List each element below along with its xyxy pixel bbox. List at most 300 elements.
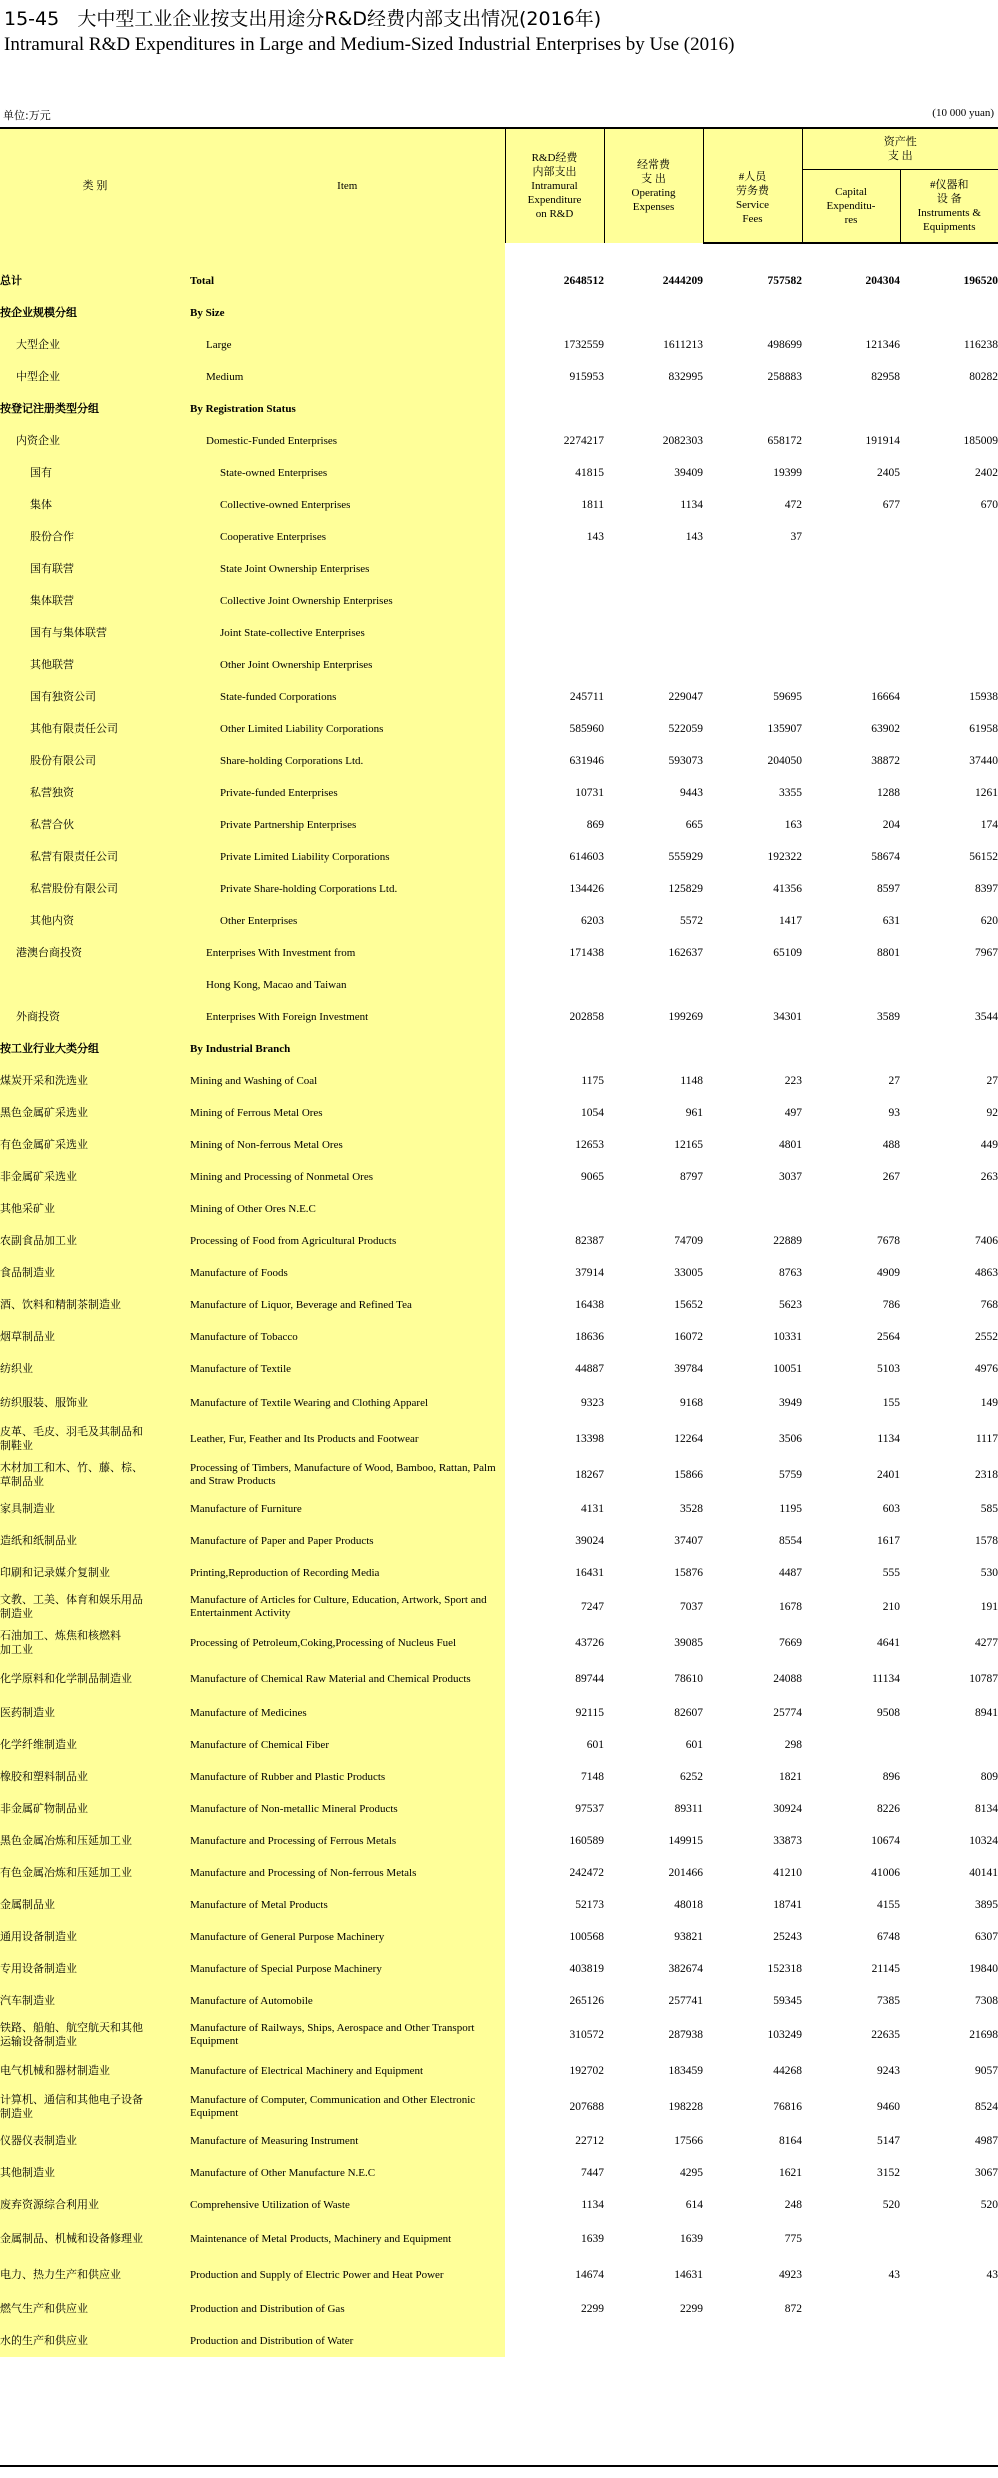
row-item-en: State Joint Ownership Enterprises [190, 553, 505, 585]
value-capital: 22635 [871, 2029, 900, 2041]
row-category-cn: 私营合伙 [0, 809, 190, 841]
value-service-fees: 204050 [767, 755, 802, 767]
value-capital: 5147 [877, 2135, 900, 2147]
value-capital: 8597 [877, 883, 900, 895]
value-intramural: 37914 [575, 1267, 604, 1279]
value-intramural: 22712 [575, 2135, 604, 2147]
row-item-en: Manufacture of Automobile [190, 1985, 505, 2017]
table-row [0, 2053, 998, 2089]
value-operating: 2444209 [662, 275, 703, 287]
value-intramural: 14674 [575, 2269, 604, 2281]
row-category-cn: 按登记注册类型分组 [0, 393, 190, 425]
value-operating: 199269 [668, 1011, 703, 1023]
title-chinese: 大中型工业企业按支出用途分R&D经费内部支出情况(2016年) [77, 8, 602, 30]
value-operating [604, 553, 703, 585]
table-row [0, 873, 998, 905]
value-instruments: 80282 [969, 371, 998, 383]
value-service-fees: 19399 [773, 467, 802, 479]
value-instruments: 3895 [975, 1899, 998, 1911]
table-row [0, 2189, 998, 2221]
value-capital [802, 521, 900, 553]
value-capital [802, 649, 900, 681]
row-category-cn: 电气机械和器材制造业 [0, 2053, 190, 2089]
row-category-cn: 按工业行业大类分组 [0, 1033, 190, 1065]
value-instruments: 19840 [969, 1963, 998, 1975]
value-service-fees: 10051 [773, 1363, 802, 1375]
table-row [0, 265, 998, 297]
value-service-fees: 25774 [773, 1707, 802, 1719]
table-row [0, 1953, 998, 1985]
table-row [0, 2157, 998, 2189]
row-item-en: Manufacture of Electrical Machinery and Equipment [190, 2053, 505, 2089]
table-number: 15-45 [4, 8, 60, 30]
value-instruments [900, 1033, 998, 1065]
value-instruments: 3067 [975, 2167, 998, 2179]
value-intramural: 614603 [569, 851, 604, 863]
value-intramural: 202858 [569, 1011, 604, 1023]
table-row [0, 1257, 998, 1289]
value-capital: 3589 [877, 1011, 900, 1023]
value-intramural: 89744 [575, 1673, 604, 1685]
value-operating: 382674 [668, 1963, 703, 1975]
row-category-cn: 废弃资源综合利用业 [0, 2189, 190, 2221]
row-item-en: Medium [190, 361, 505, 393]
table-row [0, 1385, 998, 1421]
table-row [0, 1421, 998, 1457]
value-instruments: 61958 [969, 723, 998, 735]
value-intramural: 245711 [569, 691, 604, 703]
value-instruments [900, 1729, 998, 1761]
table-row [0, 1761, 998, 1793]
value-instruments: 40141 [969, 1867, 998, 1879]
table-row [0, 2221, 998, 2257]
header-category: 类 别 [0, 129, 190, 243]
value-intramural: 44887 [575, 1363, 604, 1375]
row-category-cn: 化学纤维制造业 [0, 1729, 190, 1761]
table-row [0, 1097, 998, 1129]
row-category-cn: 有色金属冶炼和压延加工业 [0, 1857, 190, 1889]
value-capital [802, 1033, 900, 1065]
value-instruments: 768 [980, 1299, 998, 1311]
value-intramural: 16431 [575, 1567, 604, 1579]
value-service-fees: 103249 [767, 2029, 802, 2041]
row-item-en: Mining of Non-ferrous Metal Ores [190, 1129, 505, 1161]
value-service-fees [703, 1033, 802, 1065]
value-operating: 93821 [674, 1931, 703, 1943]
row-item-en: Manufacture of Medicines [190, 1697, 505, 1729]
value-operating: 201466 [668, 1867, 703, 1879]
row-item-en: By Registration Status [190, 393, 505, 425]
header-item: Item [190, 129, 505, 243]
value-intramural: 1175 [581, 1075, 604, 1087]
value-service-fees: 223 [784, 1075, 802, 1087]
value-operating: 15876 [674, 1567, 703, 1579]
value-service-fees: 152318 [767, 1963, 802, 1975]
table-row [0, 1825, 998, 1857]
value-capital: 204304 [865, 275, 900, 287]
value-capital: 11134 [872, 1673, 900, 1685]
value-operating: 5572 [680, 915, 703, 927]
row-category-cn: 煤炭开采和洗选业 [0, 1065, 190, 1097]
value-service-fees [703, 617, 802, 649]
value-intramural [505, 585, 604, 617]
table-body [0, 243, 998, 2357]
row-category-cn: 私营有限责任公司 [0, 841, 190, 873]
value-intramural [505, 1033, 604, 1065]
row-category-cn: 医药制造业 [0, 1697, 190, 1729]
row-category-cn: 木材加工和木、竹、藤、棕、 草制品业 [0, 1457, 190, 1493]
value-operating [604, 1193, 703, 1225]
value-instruments: 2318 [975, 1469, 998, 1481]
value-intramural: 92115 [575, 1707, 604, 1719]
value-instruments: 1578 [975, 1535, 998, 1547]
value-instruments: 8941 [975, 1707, 998, 1719]
value-capital: 16664 [871, 691, 900, 703]
value-operating [604, 1033, 703, 1065]
value-intramural: 9323 [581, 1397, 604, 1409]
value-service-fees [703, 969, 802, 1001]
value-capital: 27 [888, 1075, 900, 1087]
row-item-en: Manufacture of Textile [190, 1353, 505, 1385]
value-service-fees: 775 [784, 2233, 802, 2245]
value-intramural: 12653 [575, 1139, 604, 1151]
value-capital [802, 617, 900, 649]
value-service-fees: 8763 [779, 1267, 802, 1279]
value-service-fees: 1821 [779, 1771, 802, 1783]
table-row [0, 2017, 998, 2053]
value-capital: 63902 [871, 723, 900, 735]
row-category-cn: 非金属矿采选业 [0, 1161, 190, 1193]
row-item-en: Processing of Petroleum,Coking,Processing of Nucleus Fuel [190, 1625, 505, 1661]
value-operating: 287938 [668, 2029, 703, 2041]
value-capital: 58674 [871, 851, 900, 863]
row-item-en: Manufacture and Processing of Non-ferrous Metals [190, 1857, 505, 1889]
value-service-fees [703, 297, 802, 329]
value-intramural: 1054 [581, 1107, 604, 1119]
table-row [0, 617, 998, 649]
value-instruments [900, 1193, 998, 1225]
value-service-fees: 34301 [773, 1011, 802, 1023]
value-instruments: 6307 [975, 1931, 998, 1943]
value-intramural [505, 297, 604, 329]
table-row [0, 1921, 998, 1953]
value-capital: 8801 [877, 947, 900, 959]
value-service-fees: 3355 [779, 787, 802, 799]
row-category-cn: 黑色金属矿采选业 [0, 1097, 190, 1129]
value-operating: 1639 [680, 2233, 703, 2245]
value-service-fees [703, 1193, 802, 1225]
table-row [0, 425, 998, 457]
value-operating: 2082303 [662, 435, 703, 447]
value-service-fees: 163 [784, 819, 802, 831]
value-intramural [505, 617, 604, 649]
row-category-cn: 大型企业 [0, 329, 190, 361]
row-category-cn: 金属制品业 [0, 1889, 190, 1921]
header-service-fees: #人员 劳务费 Service Fees [703, 170, 802, 244]
value-intramural: 82387 [575, 1235, 604, 1247]
row-category-cn: 化学原料和化学制品制造业 [0, 1661, 190, 1697]
value-instruments [900, 297, 998, 329]
value-service-fees: 1417 [779, 915, 802, 927]
value-service-fees: 135907 [767, 723, 802, 735]
value-capital: 786 [882, 1299, 900, 1311]
value-intramural: 6203 [581, 915, 604, 927]
value-instruments: 530 [980, 1567, 998, 1579]
value-capital: 2564 [877, 1331, 900, 1343]
value-operating: 15866 [674, 1469, 703, 1481]
value-operating: 162637 [668, 947, 703, 959]
row-item-en: Manufacture and Processing of Ferrous Metals [190, 1825, 505, 1857]
value-capital [802, 553, 900, 585]
value-instruments [900, 553, 998, 585]
value-instruments: 8134 [975, 1803, 998, 1815]
value-operating: 1148 [680, 1075, 703, 1087]
value-service-fees: 44268 [773, 2065, 802, 2077]
value-instruments: 196520 [963, 275, 998, 287]
value-service-fees [703, 553, 802, 585]
value-intramural: 242472 [569, 1867, 604, 1879]
table-row [0, 329, 998, 361]
row-item-en: Comprehensive Utilization of Waste [190, 2189, 505, 2221]
row-item-en: Private Partnership Enterprises [190, 809, 505, 841]
value-capital: 4155 [877, 1899, 900, 1911]
row-item-en: Manufacture of Textile Wearing and Clothing Apparel [190, 1385, 505, 1421]
value-operating: 149915 [668, 1835, 703, 1847]
value-intramural: 43726 [575, 1637, 604, 1649]
value-instruments: 191 [980, 1601, 998, 1613]
bottom-rule [0, 2465, 998, 2467]
value-capital: 8226 [877, 1803, 900, 1815]
row-item-en: Total [190, 265, 505, 297]
row-item-en: Hong Kong, Macao and Taiwan [190, 969, 505, 1001]
table-row [0, 521, 998, 553]
title-cn [4, 4, 601, 31]
value-service-fees [703, 649, 802, 681]
value-service-fees: 472 [784, 499, 802, 511]
value-intramural: 13398 [575, 1433, 604, 1445]
value-capital [802, 585, 900, 617]
value-instruments: 620 [980, 915, 998, 927]
unit-label-en: (10 000 yuan) [932, 107, 994, 119]
value-intramural: 52173 [575, 1899, 604, 1911]
row-item-en: By Size [190, 297, 505, 329]
value-service-fees: 59345 [773, 1995, 802, 2007]
value-instruments: 149 [980, 1397, 998, 1409]
table-row [0, 1033, 998, 1065]
value-intramural [505, 393, 604, 425]
value-capital: 4641 [877, 1637, 900, 1649]
value-operating: 593073 [668, 755, 703, 767]
header-operating-expenses: 经常费 支 出 Operating Expenses [604, 129, 703, 243]
row-category-cn: 文教、工美、体育和娱乐用品 制造业 [0, 1589, 190, 1625]
table-row [0, 1161, 998, 1193]
value-instruments: 43 [986, 2269, 998, 2281]
value-capital [802, 969, 900, 1001]
value-service-fees: 41356 [773, 883, 802, 895]
row-item-en: Leather, Fur, Feather and Its Products and Footwear [190, 1421, 505, 1457]
value-intramural: 2648512 [563, 275, 604, 287]
row-category-cn: 其他有限责任公司 [0, 713, 190, 745]
value-intramural: 1134 [581, 2199, 604, 2211]
value-capital: 2401 [877, 1469, 900, 1481]
value-instruments: 92 [986, 1107, 998, 1119]
unit-label-cn: 单位:万元 [3, 109, 51, 122]
value-capital: 82958 [871, 371, 900, 383]
value-service-fees: 1621 [779, 2167, 802, 2179]
value-intramural: 192702 [569, 2065, 604, 2077]
value-service-fees: 872 [784, 2303, 802, 2315]
value-intramural: 134426 [569, 883, 604, 895]
title-english: Intramural R&D Expenditures in Large and Medium-Sized Industrial Enterprises by Use (2016) [4, 34, 735, 55]
value-instruments: 37440 [969, 755, 998, 767]
header-intramural-expenditure: R&D经费 内部支出 Intramural Expenditure on R&D [505, 129, 604, 243]
value-operating: 82607 [674, 1707, 703, 1719]
value-intramural: 403819 [569, 1963, 604, 1975]
value-operating: 37407 [674, 1535, 703, 1547]
value-intramural: 207688 [569, 2101, 604, 2113]
row-item-en: Manufacture of Foods [190, 1257, 505, 1289]
table-row [0, 2089, 998, 2125]
value-capital [802, 393, 900, 425]
value-service-fees: 33873 [773, 1835, 802, 1847]
row-category-cn: 印刷和记录媒介复制业 [0, 1557, 190, 1589]
value-operating: 17566 [674, 2135, 703, 2147]
value-operating: 1611213 [663, 339, 703, 351]
value-capital: 555 [882, 1567, 900, 1579]
value-operating: 832995 [668, 371, 703, 383]
table-row [0, 649, 998, 681]
value-capital [802, 1729, 900, 1761]
table-row [0, 777, 998, 809]
value-operating: 229047 [668, 691, 703, 703]
row-category-cn: 总计 [0, 265, 190, 297]
row-item-en: Enterprises With Investment from [190, 937, 505, 969]
row-category-cn: 汽车制造业 [0, 1985, 190, 2017]
value-instruments: 1117 [975, 1433, 998, 1445]
value-operating: 555929 [668, 851, 703, 863]
value-service-fees: 7669 [779, 1637, 802, 1649]
table-row [0, 1001, 998, 1033]
row-category-cn: 铁路、船舶、航空航天和其他 运输设备制造业 [0, 2017, 190, 2053]
table-row [0, 1353, 998, 1385]
value-intramural: 160589 [569, 1835, 604, 1847]
row-item-en: Private Share-holding Corporations Ltd. [190, 873, 505, 905]
row-item-en: Manufacture of Liquor, Beverage and Refined Tea [190, 1289, 505, 1321]
table-row [0, 393, 998, 425]
value-capital [802, 297, 900, 329]
value-instruments: 7406 [975, 1235, 998, 1247]
value-intramural: 10731 [575, 787, 604, 799]
row-category-cn: 黑色金属冶炼和压延加工业 [0, 1825, 190, 1857]
row-category-cn: 股份合作 [0, 521, 190, 553]
value-operating: 198228 [668, 2101, 703, 2113]
value-instruments: 809 [980, 1771, 998, 1783]
row-category-cn: 股份有限公司 [0, 745, 190, 777]
row-item-en: Cooperative Enterprises [190, 521, 505, 553]
table-row [0, 1065, 998, 1097]
row-item-en: Production and Distribution of Gas [190, 2293, 505, 2325]
value-instruments: 4987 [975, 2135, 998, 2147]
value-instruments: 27 [986, 1075, 998, 1087]
row-item-en: Processing of Timbers, Manufacture of Wood, Bamboo, Rattan, Palm and Straw Products [190, 1457, 505, 1493]
row-category-cn: 私营股份有限公司 [0, 873, 190, 905]
row-category-cn: 非金属矿物制品业 [0, 1793, 190, 1825]
value-instruments [900, 393, 998, 425]
value-intramural: 310572 [569, 2029, 604, 2041]
value-operating: 2299 [680, 2303, 703, 2315]
value-capital: 204 [882, 819, 900, 831]
row-item-en: Other Limited Liability Corporations [190, 713, 505, 745]
row-item-en: Production and Supply of Electric Power and Heat Power [190, 2257, 505, 2293]
value-operating [604, 649, 703, 681]
value-capital: 9243 [877, 2065, 900, 2077]
header-service-fees-top [703, 129, 802, 170]
expenditure-table [0, 129, 998, 2357]
row-category-cn: 私营独资 [0, 777, 190, 809]
value-capital: 210 [882, 1601, 900, 1613]
value-intramural: 4131 [581, 1503, 604, 1515]
value-service-fees: 8164 [779, 2135, 802, 2147]
row-item-en: Collective-owned Enterprises [190, 489, 505, 521]
table-row [0, 1697, 998, 1729]
table-row [0, 1661, 998, 1697]
spacer-row [0, 243, 998, 265]
value-instruments: 3544 [975, 1011, 998, 1023]
value-operating: 4295 [680, 2167, 703, 2179]
row-item-en: Domestic-Funded Enterprises [190, 425, 505, 457]
value-intramural: 2274217 [563, 435, 604, 447]
value-service-fees: 1195 [779, 1503, 802, 1515]
value-intramural: 1639 [581, 2233, 604, 2245]
row-category-cn: 橡胶和塑料制品业 [0, 1761, 190, 1793]
value-service-fees: 248 [784, 2199, 802, 2211]
value-operating: 1134 [680, 499, 703, 511]
row-item-en: Manufacture of Measuring Instrument [190, 2125, 505, 2157]
value-operating: 12264 [674, 1433, 703, 1445]
value-service-fees: 22889 [773, 1235, 802, 1247]
table-row [0, 969, 998, 1001]
value-intramural: 18636 [575, 1331, 604, 1343]
value-operating: 143 [685, 531, 703, 543]
row-item-en: Manufacture of Tobacco [190, 1321, 505, 1353]
value-instruments: 15938 [969, 691, 998, 703]
row-category-cn: 其他采矿业 [0, 1193, 190, 1225]
value-instruments: 21698 [969, 2029, 998, 2041]
row-category-cn: 家具制造业 [0, 1493, 190, 1525]
value-capital: 4909 [877, 1267, 900, 1279]
table-row [0, 1729, 998, 1761]
value-instruments [900, 585, 998, 617]
value-capital: 6748 [877, 1931, 900, 1943]
table-row [0, 297, 998, 329]
value-service-fees: 10331 [773, 1331, 802, 1343]
value-operating: 9168 [680, 1397, 703, 1409]
table-row [0, 681, 998, 713]
row-category-cn: 国有与集体联营 [0, 617, 190, 649]
value-capital: 93 [888, 1107, 900, 1119]
value-operating: 3528 [680, 1503, 703, 1515]
value-capital: 1288 [877, 787, 900, 799]
row-item-en: Mining of Ferrous Metal Ores [190, 1097, 505, 1129]
value-operating: 522059 [668, 723, 703, 735]
value-operating: 39085 [674, 1637, 703, 1649]
value-intramural: 143 [586, 531, 604, 543]
value-instruments: 4863 [975, 1267, 998, 1279]
table-row [0, 2257, 998, 2293]
row-item-en: Manufacture of Paper and Paper Products [190, 1525, 505, 1557]
value-instruments [900, 617, 998, 649]
row-category-cn: 造纸和纸制品业 [0, 1525, 190, 1557]
